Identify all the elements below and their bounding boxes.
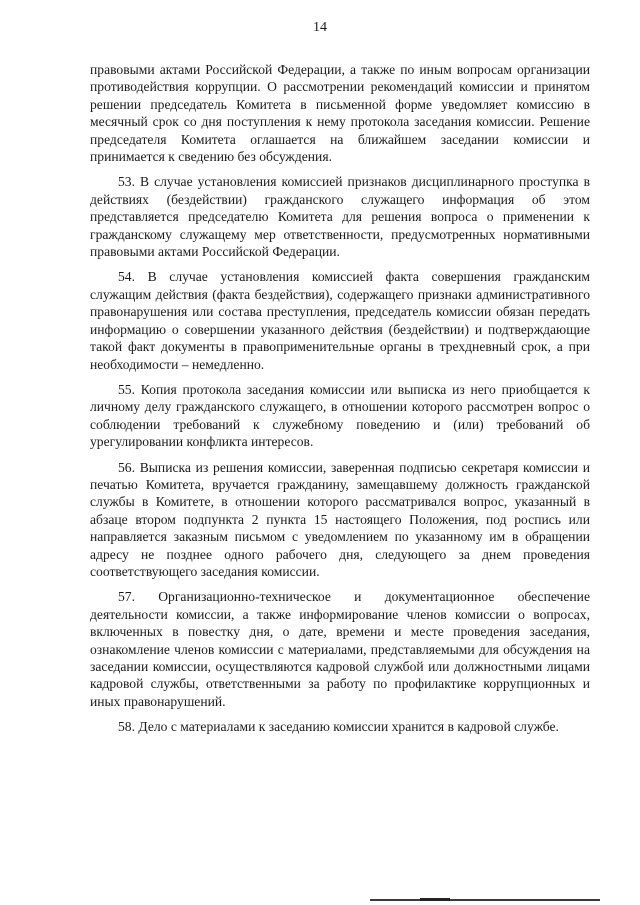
paragraph-56: 56. Выписка из решения комиссии, заверенная подписью секретаря комиссии и печатью Комитета, вручается гражданину, замещавшему должность гражданской службы в Комитете, в отношении которого рассматривался вопрос, указанный в абзаце втором подпункта 2 пункта 15 настоящего Положения, под роспись или направляется заказным письмом с уведомлением по указанному им в обращении адресу не позднее одного рабочего дня, следующего за днем проведения соответствующего заседания комиссии. <box>90 459 590 579</box>
paragraph-54: 54. В случае установления комиссией факта совершения гражданским служащим действия (факта бездействия), содержащего признаки административного правонарушения или состава преступления, председатель комиссии обязан передать информацию о совершении указанного действия (бездействии) и подтверждающие такой факт документы в правоприменительные органы в трехдневный срок, а при необходимости – немедленно. <box>90 269 590 372</box>
page-number: 14 <box>313 20 327 35</box>
paragraph-55: 55. Копия протокола заседания комиссии или выписка из него приобщается к личному делу гражданского служащего, в отношении которого рассмотрен вопрос о соблюдении требований к служебному поведению и (или) требований об урегулировании конфликта интересов. <box>90 381 590 450</box>
footer-scan-mark <box>420 898 450 901</box>
paragraph-continuation: правовыми актами Российской Федерации, а также по иным вопросам организации противодействия коррупции. О рассмотрении рекомендаций комиссии и принятом решении председатель Комитета в письменной форме уведомляет комиссию в месячный срок со дня поступления к нему протокола заседания комиссии. Решение председателя Комитета оглашается на ближайшем заседании комиссии и принимается к сведению без обсуждения. <box>90 62 590 165</box>
document-body <box>90 61 590 744</box>
paragraph-58: 58. Дело с материалами к заседанию комиссии хранится в кадровой службе. <box>118 719 559 735</box>
paragraph-53: 53. В случае установления комиссией признаков дисциплинарного проступка в действиях (бездействии) гражданского служащего информация об этом представляется председателю Комитета для решения вопроса о применении к гражданскому служащему мер ответственности, предусмотренных нормативными правовыми актами Российской Федерации. <box>90 174 590 260</box>
paragraph-57: 57. Организационно-техническое и документационное обеспечение деятельности комиссии, а также информирование членов комиссии о вопросах, включенных в повестку дня, о дате, времени и месте проведения заседания, ознакомление членов комиссии с материалами, представляемыми для обсуждения на заседании комиссии, осуществляются кадровой службой или должностными лицами кадровой службы, ответственными за работу по профилактике коррупционных и иных правонарушений. <box>90 589 590 709</box>
footer-rule <box>370 899 600 901</box>
